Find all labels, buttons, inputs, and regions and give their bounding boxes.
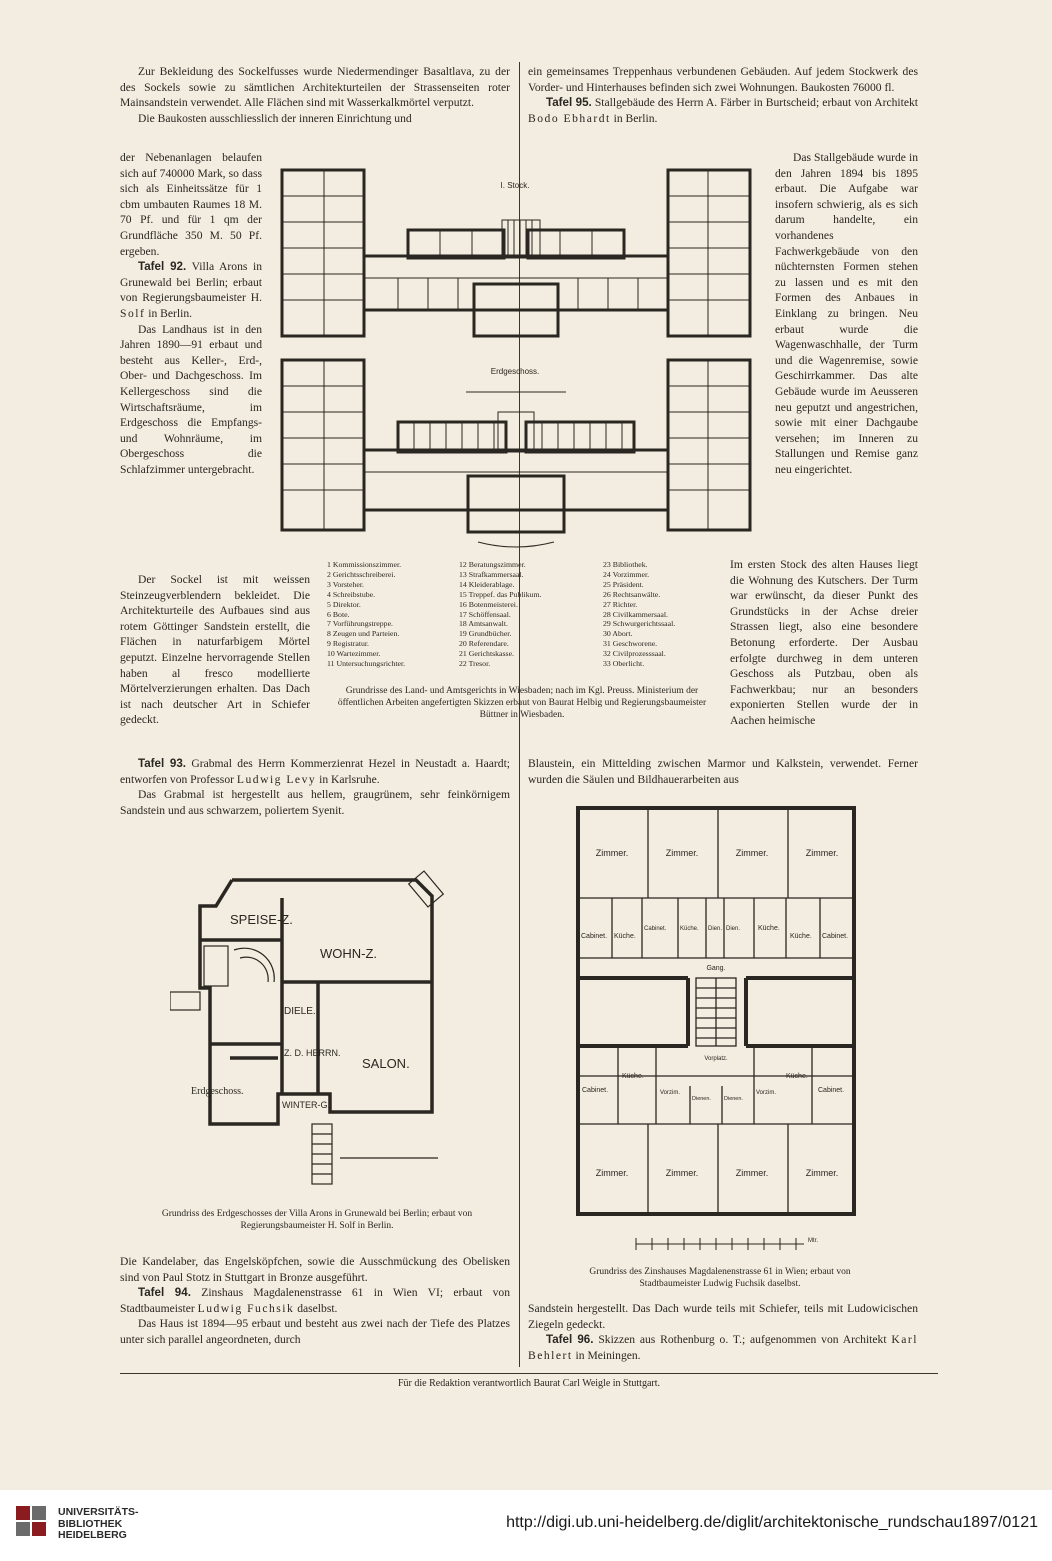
legend-item: 15 Treppef. das Publikum. [459,589,542,599]
paragraph: Im ersten Stock des alten Hauses liegt die Wohnung des Kutschers. Der Turm war erwünscht, da dieser Punkt des Grundstücks in der Achse dreier Strassen liegt, also eine besondere Betonung erforderte. Der Ausbau erfolgte durchweg in dem unteren Geschoss als Putzbau, oben als Fachwerkbau; nur an besonders exponierten Stellen wurde der in Aachen heimische [730,558,918,727]
court-plan-upper [278,166,754,342]
legend-item: 33 Oberlicht. [603,659,645,669]
legend-item: 16 Botenmeisterei. [459,599,518,609]
legend-item: 28 Civilkammersaal. [603,609,668,619]
legend-item: 23 Bibliothek. [603,560,648,569]
library-name: UNIVERSITÄTS- BIBLIOTHEK HEIDELBERG [58,1506,139,1541]
room-label: Cabinet. [582,1087,609,1094]
room-label: SPEISE-Z. [230,912,293,927]
right-narrow-text-2 [730,557,918,729]
paragraph: Tafel 96. Skizzen aus Rothenburg o. T.; aufgenommen von Architekt Karl Behlert in Meiningen. [528,1333,918,1362]
room-label: Küche. [680,926,699,932]
plan-label: Erdgeschoss. [490,367,540,376]
legend-item: 30 Abort. [603,629,633,639]
villa-caption: Grundriss des Erdgeschosses der Villa Arons in Grunewald bei Berlin; erbaut von Regierungsbaumeister H. Solf in Berlin. [161,1209,473,1231]
room-label: Vorzim. [756,1090,777,1096]
source-url-link[interactable]: http://digi.ub.uni-heidelberg.de/diglit/architektonische_rundschau1897/0121 [506,1514,1038,1531]
legend-column [327,560,445,669]
room-label: Küche. [786,1073,808,1080]
room-label: WOHN-Z. [320,946,378,961]
mid-right-text [528,756,918,787]
room-label: Küche. [622,1073,644,1080]
room-label: Cabinet. [818,1087,845,1094]
legend-item: 7 Vorführungstreppe. [327,619,393,629]
room-label: Zimmer. [805,1168,839,1178]
library-bar [0,1490,1052,1561]
room-label: SALON. [362,1056,410,1071]
room-label: Zimmer. [735,848,769,858]
legend-item: 17 Schöffensaal. [459,609,511,619]
room-label: Zimmer. [665,848,699,858]
paragraph: Zur Bekleidung des Sockelfusses wurde Niedermendinger Basaltlava, zu der des Sockels sowie zu sämtlichen Architekturteilen der Strassenseiten roter Mainsandstein verwendet. Alle Flächen sind mit Wasserkalkmörtel verputzt. [120,65,510,110]
room-label: Cabinet. [644,926,667,932]
room-label: Zimmer. [805,848,839,858]
legend-item: 29 Schwurgerichtssaal. [603,619,676,629]
legend-item: 24 Vorzimmer. [603,569,650,579]
top-left-text [120,64,510,126]
legend-item: 5 Direktor. [327,599,361,609]
room-label: Küche. [758,925,780,932]
legend-item: 14 Kleiderablage. [459,579,515,589]
legend-item: 26 Rechtsanwälte. [603,589,661,599]
left-narrow-text-2 [120,572,310,728]
paragraph: Tafel 95. Stallgebäude des Herrn A. Färber in Burtscheid; erbaut von Architekt Bodo Ebhardt in Berlin. [528,96,918,125]
legend-item: 9 Registratur. [327,639,370,649]
room-label: Küche. [790,933,812,940]
legend-item: 25 Präsident. [603,579,644,589]
court-caption: Grundrisse des Land- und Amtsgerichts in Wiesbaden; nach im Kgl. Preuss. Ministerium der öffentlichen Arbeiten angefertigten Skizzen erbaut von Baurat Helbig und Regierungsbaumeister Büttner in Wiesbaden. [337,686,707,720]
legend-item: 13 Strafkammersaal. [459,569,524,579]
scale-bar [636,1238,804,1250]
room-label: Z. D. HERRN. [284,1048,341,1058]
tafel-label: Tafel 95. [546,96,592,110]
legend-item: 6 Bote. [327,609,350,619]
paragraph: Die Kandelaber, das Engelsköpfchen, sowie die Ausschmückung des Obelisken sind von Paul Stotz in Stuttgart in Bronze ausgeführt. [120,1255,510,1284]
legend-item: 10 Wartezimmer. [327,649,381,659]
zinshaus-plan [572,804,862,1264]
room-label: Cabinet. [581,933,608,940]
paragraph: Das Landhaus ist in den Jahren 1890—91 erbaut und besteht aus Keller-, Erd-, Ober- und Dachgeschoss. Im Kellergeschoss sind die Wirtschaftsräume, im Erdgeschoss die Empfangs- und Wohnräume, im Obergeschoss die Schlafzimmer untergebracht. [120,322,262,476]
plan-label: I. Stock. [500,181,530,190]
legend-item: 20 Referendare. [459,639,509,649]
paragraph: der Nebenanlagen belaufen sich auf 740000 Mark, so dass sich als Einheitssätze für 1 cbm umbauten Raumes 18 M. 70 Pf. und für 1 qm der Grundfläche 350 M. 50 Pf. ergeben. [120,151,262,258]
room-label: Dienen. [692,1096,711,1102]
paragraph: Tafel 92. Villa Arons in Grunewald bei Berlin; erbaut von Regierungsbaumeister H. Solf in Berlin. [120,260,262,320]
room-label: Gang. [706,965,726,972]
legend-item: 19 Grundbücher. [459,629,512,639]
room-label: WINTER-G. [282,1100,330,1110]
left-narrow-text [120,150,262,477]
paragraph: Tafel 93. Grabmal des Herrn Kommerzienrat Hezel in Neustadt a. Haardt; entworfen von Professor Ludwig Levy in Karlsruhe. [120,757,511,786]
paragraph: ein gemeinsames Treppenhaus verbundenen Gebäuden. Auf jedem Stockwerk des Vorder- und Hinterhauses befinden sich zwei Wohnungen. Baukosten 76000 fl. [528,65,918,94]
legend-item: 21 Gerichtskasse. [459,649,514,659]
room-label: Küche. [614,933,636,940]
paragraph: Blaustein, ein Mittelding zwischen Marmor und Kalkstein, verwendet. Ferner wurden die Säulen und Bildhauerarbeiten aus [528,757,918,786]
legend-item: 22 Tresor. [459,659,491,669]
paragraph: Die Baukosten ausschliesslich der inneren Einrichtung und [138,111,412,125]
room-label: Zimmer. [595,848,629,858]
footer-credit: Für die Redaktion verantwortlich Baurat Carl Weigle in Stuttgart. [397,1378,660,1389]
legend-item: 8 Zeugen und Parteien. [327,629,400,639]
room-label: Dien. [708,926,723,932]
legend-item: 2 Gerichtsschreiberei. [327,569,396,579]
paragraph: Das Grabmal ist hergestellt aus hellem, graugrünem, sehr feinkörnigem Sandstein und aus schwarzem, poliertem Syenit. [120,788,510,817]
scale-unit: Mtr. [808,1238,818,1244]
paragraph: Der Sockel ist mit weissen Steinzeugverblendern bekleidet. Die Architekturteile des Aufbaues sind aus rotem Göttinger Sandstein erstellt, die Flächen in naturfarbigem Mörtel geputzt. Einzelne hervorragende Stellen haben al fresco modellierte Mörtelverzierungen erhalten. Das Dach ist nach deutscher Art in Schiefer gedeckt. [120,573,310,727]
paragraph: Tafel 94. Zinshaus Magdalenenstrasse 61 in Wien VI; erbaut von Stadtbaumeister Ludwig Fuchsik daselbst. [120,1286,510,1315]
court-legend [327,560,721,669]
paragraph: Das Stallgebäude wurde in den Jahren 1894 bis 1895 erbaut. Die Aufgabe war insofern schwierig, als es sich darum handelte, ein vorhandenes Fachwerkgebäude von den nüchternsten Formen stehen zu lassen und es mit den Formen des Anbaues in Einklang zu bringen. Neu erbaut wurde die Wagenwaschhalle, der Turm und die Wagenremise, sowie Geschirrkammer. Das alte Gebäude wurde im Aeusseren neu geputzt und angestrichen, sowie mit einer Dachgaube versehen; im Inneren zu Stallungen und Remise ganz neu eingerichtet. [775,151,918,476]
legend-item: 4 Schreibstube. [327,589,376,599]
zinshaus-caption: Grundriss des Zinshauses Magdalenenstrasse 61 in Wien; erbaut von Stadtbaumeister Ludwig Fuchsik daselbst. [589,1267,851,1289]
right-narrow-text [775,150,918,477]
room-label: Zimmer. [735,1168,769,1178]
paragraph: Sandstein hergestellt. Das Dach wurde teils mit Schiefer, teils mit Ludowicischen Ziegeln gedeckt. [528,1302,918,1331]
legend-item: 12 Beratungszimmer. [459,560,526,569]
top-right-text [528,64,918,126]
legend-item: 3 Vorsteher. [327,579,364,589]
room-label: DIELE. [284,1006,316,1017]
bottom-left-text [120,1254,510,1348]
court-plan-lower [278,356,754,552]
paragraph: Das Haus ist 1894—95 erbaut und besteht aus zwei nach der Tiefe des Platzes unter sich parallel angeordneten, durch [120,1317,510,1346]
villa-side-label: Erdgeschoss. [191,1086,244,1097]
legend-item: 11 Untersuchungsrichter. [327,659,406,669]
room-label: Zimmer. [665,1168,699,1178]
room-label: Dienen. [724,1096,743,1102]
villa-plan [170,862,460,1192]
library-logo-icon [14,1504,48,1538]
legend-item: 27 Richter. [603,599,638,609]
legend-item: 31 Geschworene. [603,639,658,649]
bottom-right-text [528,1301,918,1363]
legend-item: 18 Amtsanwalt. [459,619,508,629]
room-label: Vorzim. [660,1090,681,1096]
mid-left-text [120,756,510,818]
room-label: Cabinet. [822,933,849,940]
legend-item: 1 Kommissionszimmer. [327,560,402,569]
legend-item: 32 Civilprozesssaal. [603,649,666,659]
room-label: Vorplatz. [704,1056,728,1062]
legend-column [459,560,589,669]
legend-column [603,560,721,669]
footer-rule [120,1373,938,1374]
room-label: Dien. [726,926,741,932]
room-label: Zimmer. [595,1168,629,1178]
